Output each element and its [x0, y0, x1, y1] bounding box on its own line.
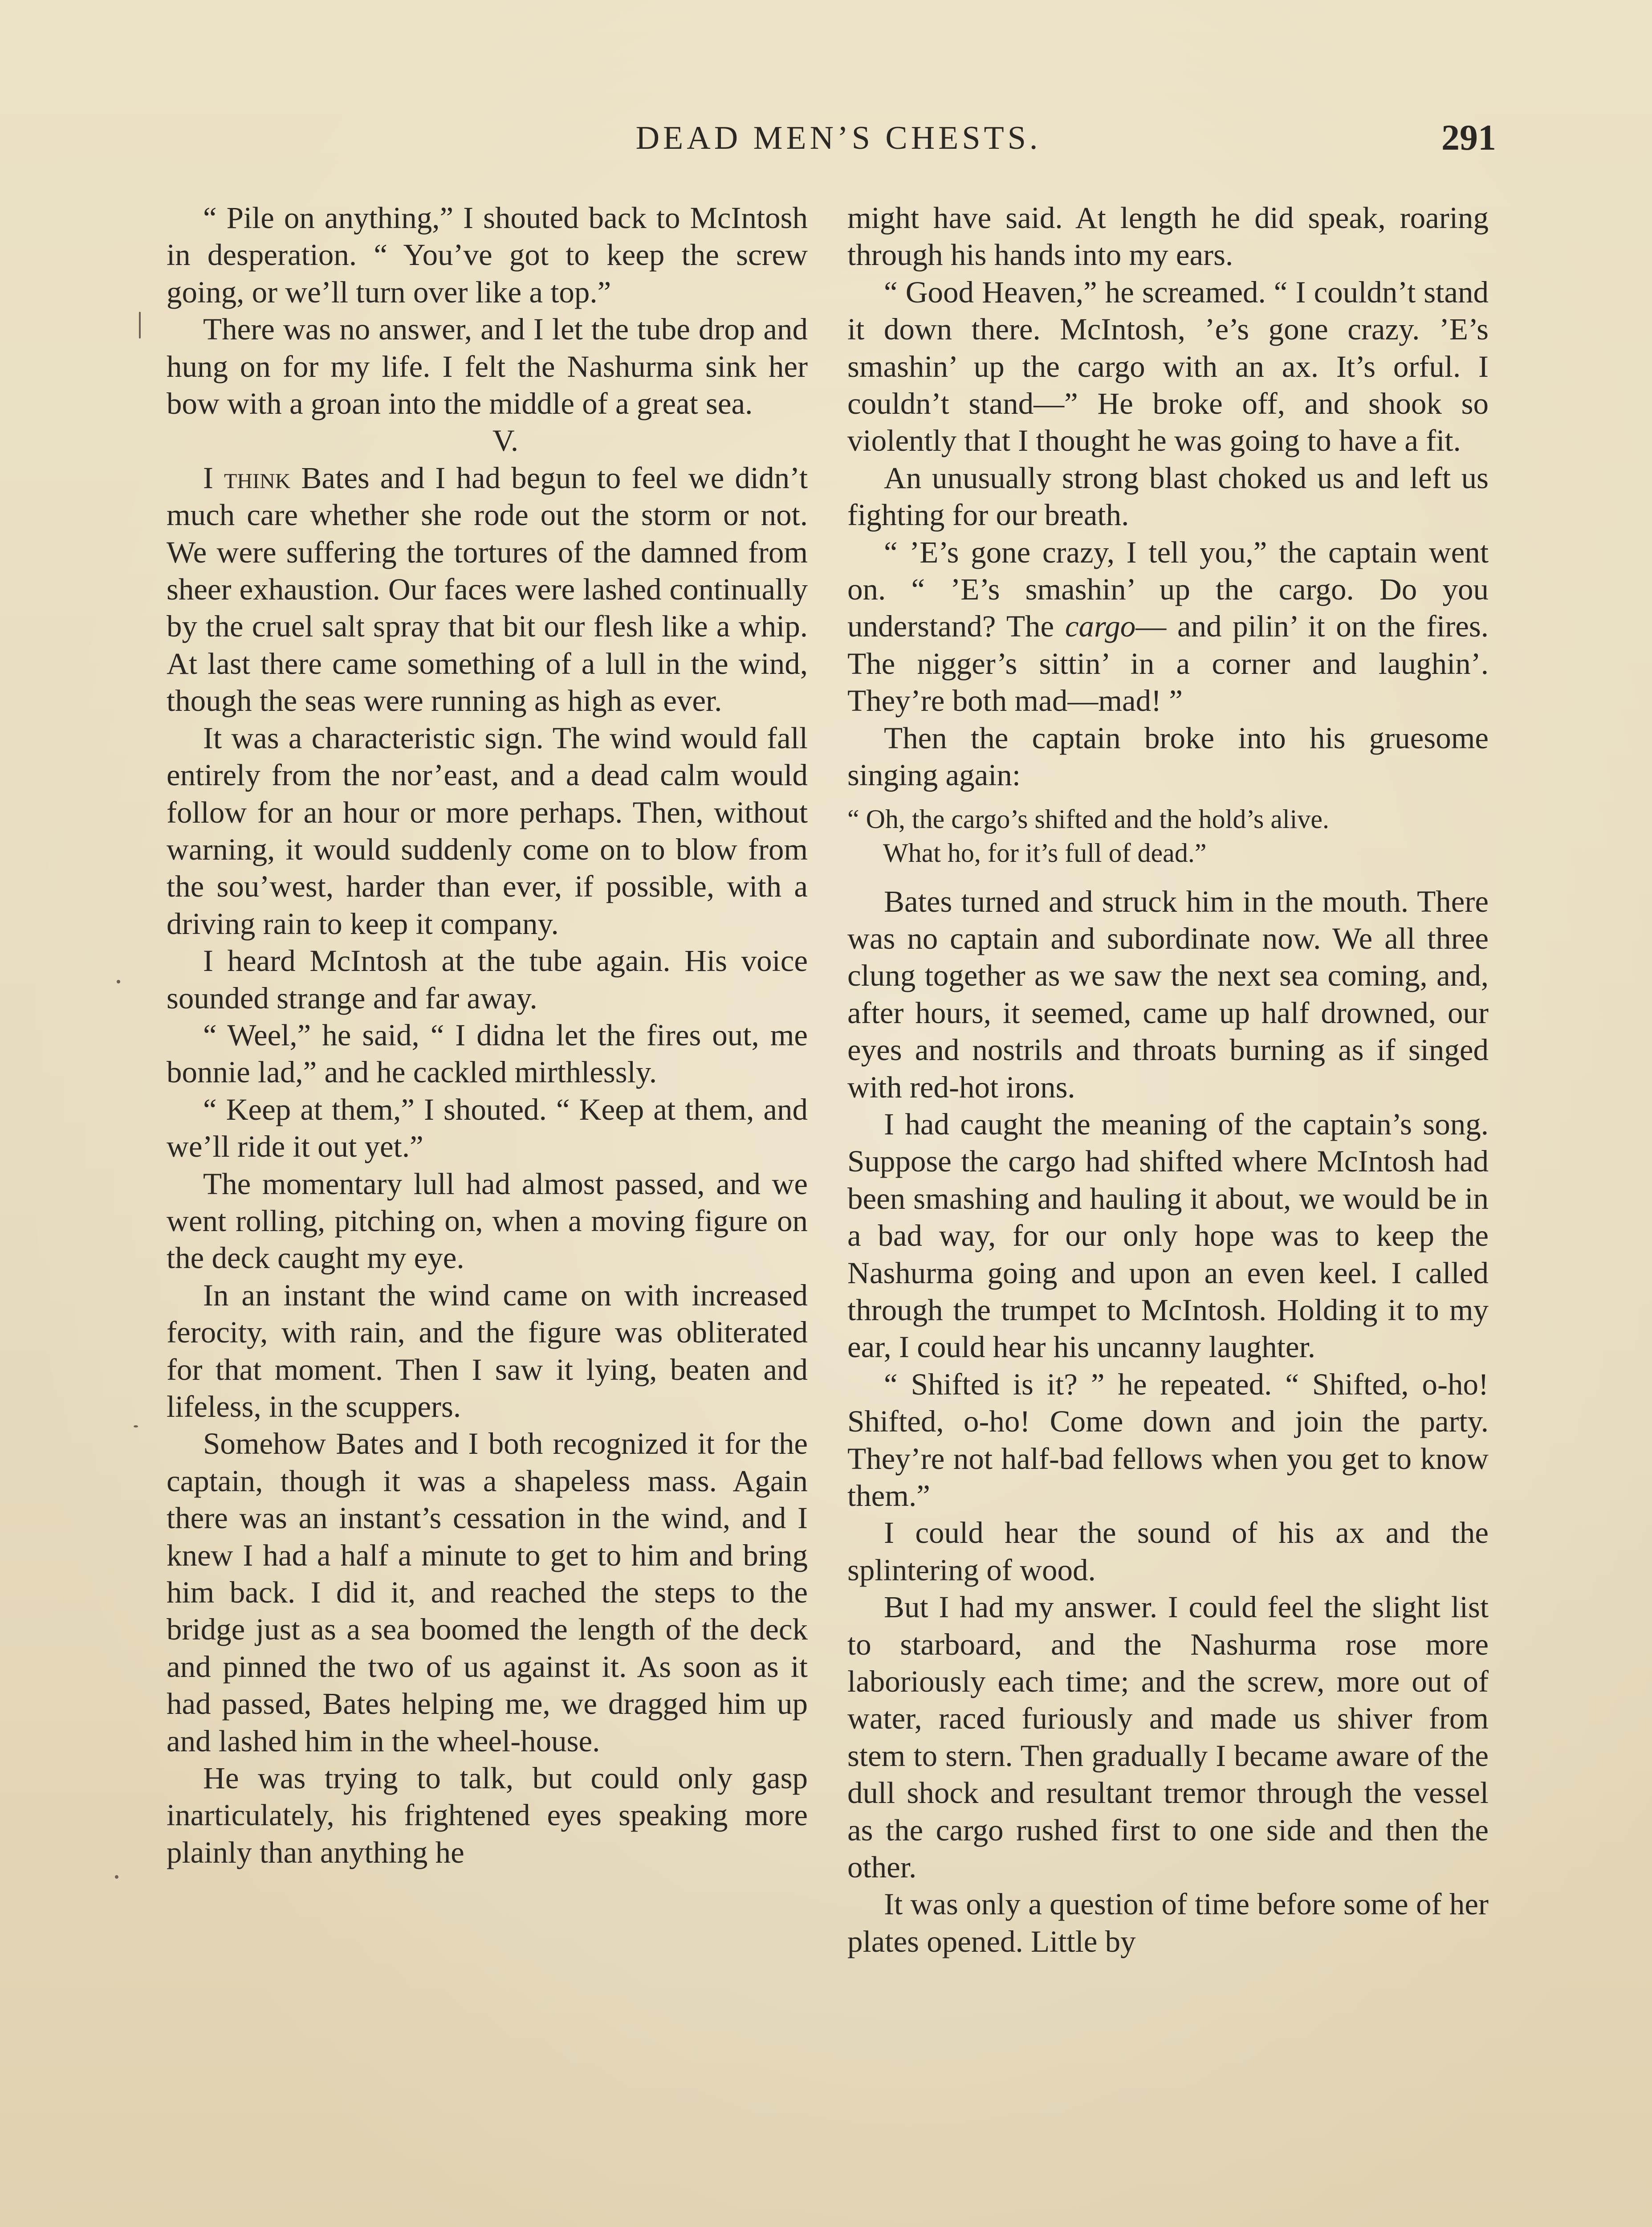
print-speck — [117, 980, 120, 983]
right-column — [847, 200, 1489, 1960]
paragraph-text: “ ’E’s gone crazy, I tell you,” the captain went on. “ ’E’s smashin’ up the cargo. Do you understand? The — [847, 535, 1489, 644]
paragraph: “ Good Heaven,” he screamed. “ I couldn’t stand it down there. McIntosh, ’e’s gone crazy. ’E’s smashin’ up the cargo with an ax. It’s orful. I couldn’t stand—” He broke off, and shook so violently that I thought he was going to have a fit. — [847, 275, 1489, 458]
paragraph-continued: might have said. At length he did speak, roaring through his hands into my ears. — [847, 201, 1489, 272]
small-caps-word: think — [224, 461, 291, 495]
paragraph: It was only a question of time before some of her plates opened. Little by — [847, 1887, 1489, 1958]
paragraph: An unusually strong blast choked us and left us fighting for our breath. — [847, 461, 1489, 532]
drop-word: I — [203, 461, 213, 495]
paragraph-text: Bates and I had begun to feel we didn’t much care whether she rode out the storm or not. We were suffering the tortures of the damned from sheer exhaustion. Our faces were lashed continually by the cruel salt spray that bit our flesh like a whip. At last there came something of a lull in the wind, though the seas were running as high as ever. — [167, 461, 808, 718]
paragraph: I could hear the sound of his ax and the splintering of wood. — [847, 1516, 1489, 1587]
song-verse — [847, 802, 1489, 870]
section-heading: V. — [492, 424, 519, 458]
paragraph: “ Pile on anything,” I shouted back to McIntosh in desperation. “ You’ve got to keep the screw going, or we’ll turn over like a top.” — [167, 201, 808, 309]
print-speck — [115, 1875, 118, 1879]
paragraph: “ Keep at them,” I shouted. “ Keep at them, and we’ll ride it out yet.” — [167, 1092, 808, 1164]
running-head: DEAD MEN’S CHESTS. — [635, 120, 1042, 156]
paragraph: The momentary lull had almost passed, and we went rolling, pitching on, when a moving figure on the deck caught my eye. — [167, 1167, 808, 1275]
verse-line: “ Oh, the cargo’s shifted and the hold’s alive. — [847, 804, 1329, 834]
paragraph: I had caught the meaning of the captain’s song. Suppose the cargo had shifted where McIntosh had been smashing and hauling it about, we would be in a bad way, for our only hope was to keep the Nashurma going and upon an even keel. I called through the trumpet to McIntosh. Holding it to my ear, I could hear his uncanny laughter. — [847, 1107, 1489, 1364]
paragraph: He was trying to talk, but could only gasp inarticulately, his frightened eyes speaking more plainly than anything he — [167, 1761, 808, 1869]
paragraph: Bates turned and struck him in the mouth. There was no captain and subordinate now. We all three clung together as we saw the next sea coming, and, after hours, it seemed, came up half drowned, our eyes and nostrils and throats burning as if singed with red-hot irons. — [847, 884, 1489, 1104]
print-speck — [139, 312, 141, 339]
paragraph: It was a characteristic sign. The wind would fall entirely from the nor’east, and a dead calm would follow for an hour or more perhaps. Then, without warning, it would suddenly come on to blow from the sou’west, harder than ever, if possible, with a driving rain to keep it company. — [167, 721, 808, 941]
paragraph: In an instant the wind came on with increased ferocity, with rain, and the figure was obliterated for that moment. Then I saw it lying, beaten and lifeless, in the scuppers. — [167, 1278, 808, 1423]
paragraph: “ Shifted is it? ” he repeated. “ Shifted, o-ho! Shifted, o-ho! Come down and join the party. They’re not half-bad fellows when you get to know them.” — [847, 1367, 1489, 1513]
paragraph-text: — and pilin’ it on the fires. The nigger’s sittin’ in a corner and laughin’. They’re both mad—mad! ” — [847, 609, 1489, 718]
verse-line: What ho, for it’s full of dead.” — [883, 838, 1207, 868]
print-speck — [134, 1425, 138, 1428]
paragraph: But I had my answer. I could feel the slight list to starboard, and the Nashurma rose more laboriously each time; and the screw, more out of water, raced furiously and made us shiver from stem to stern. Then gradually I became aware of the dull shock and resultant tremor through the vessel as the cargo rushed first to one side and then the other. — [847, 1590, 1489, 1884]
left-column — [167, 200, 808, 1871]
paragraph — [847, 534, 1489, 720]
paragraph: Then the captain broke into his gruesome singing again: — [847, 721, 1489, 792]
paragraph: “ Weel,” he said, “ I didna let the fires out, me bonnie lad,” and he cackled mirthlessly. — [167, 1018, 808, 1089]
page-number: 291 — [1441, 117, 1496, 158]
italic-word: cargo — [1065, 609, 1136, 644]
paragraph: There was no answer, and I let the tube drop and hung on for my life. I felt the Nashurma sink her bow with a groan into the middle of a great sea. — [167, 312, 808, 421]
paragraph: Somehow Bates and I both recognized it for the captain, though it was a shapeless mass. Again there was an instant’s cessation in the wind, and I knew I had a half a minute to get to him and bring him back. I did it, and reached the steps to the bridge just as a sea boomed the length of the deck and pinned the two of us against it. As soon as it had passed, Bates helping me, we dragged him up and lashed him in the wheel-house. — [167, 1427, 808, 1758]
paragraph: I heard McIntosh at the tube again. His voice sounded strange and far away. — [167, 944, 808, 1015]
paragraph — [167, 460, 808, 720]
